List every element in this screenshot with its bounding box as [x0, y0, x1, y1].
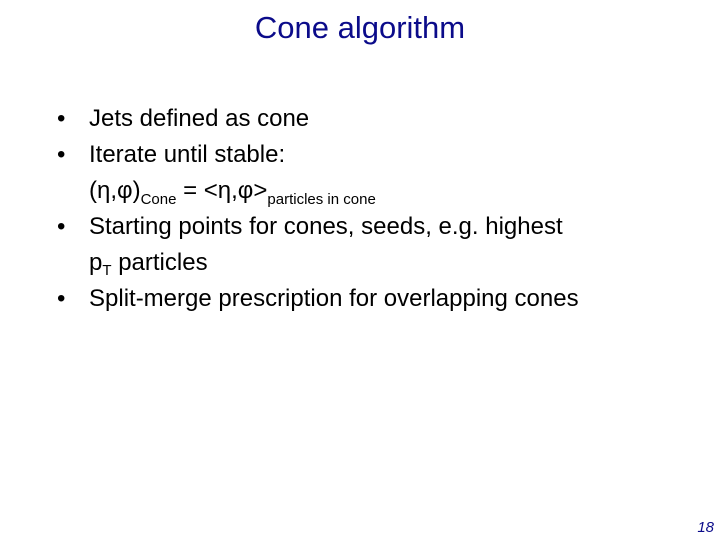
formula-lhs-subscript: Cone	[140, 191, 177, 208]
bullet-marker: •	[57, 285, 66, 312]
bullet-seeds	[57, 209, 697, 281]
formula	[89, 177, 376, 208]
bullet-text: Split-merge prescription for overlapping cones	[89, 285, 579, 312]
formula-lhs: (η,φ)	[89, 177, 141, 204]
bullet-marker: •	[57, 213, 66, 240]
bullet-list	[57, 101, 697, 317]
pt-subscript: T	[102, 262, 112, 279]
bullet-marker: •	[57, 141, 66, 168]
page-number: 18	[697, 519, 714, 536]
slide-title: Cone algorithm	[254, 10, 466, 45]
formula-middle: = <η,φ>	[176, 177, 268, 204]
bullet-text: Iterate until stable:	[89, 141, 286, 168]
bullet-marker: •	[57, 105, 66, 132]
bullet-text: Jets defined as cone	[89, 105, 310, 132]
pt-symbol: p	[89, 249, 103, 276]
bullet-text-continued: particles	[111, 249, 208, 276]
bullet-iterate	[57, 137, 697, 209]
bullet-text: Starting points for cones, seeds, e.g. highest	[89, 213, 563, 240]
formula-rhs-subscript: particles in cone	[267, 191, 376, 208]
bullet-jets	[57, 101, 697, 137]
bullet-split-merge	[57, 281, 697, 317]
